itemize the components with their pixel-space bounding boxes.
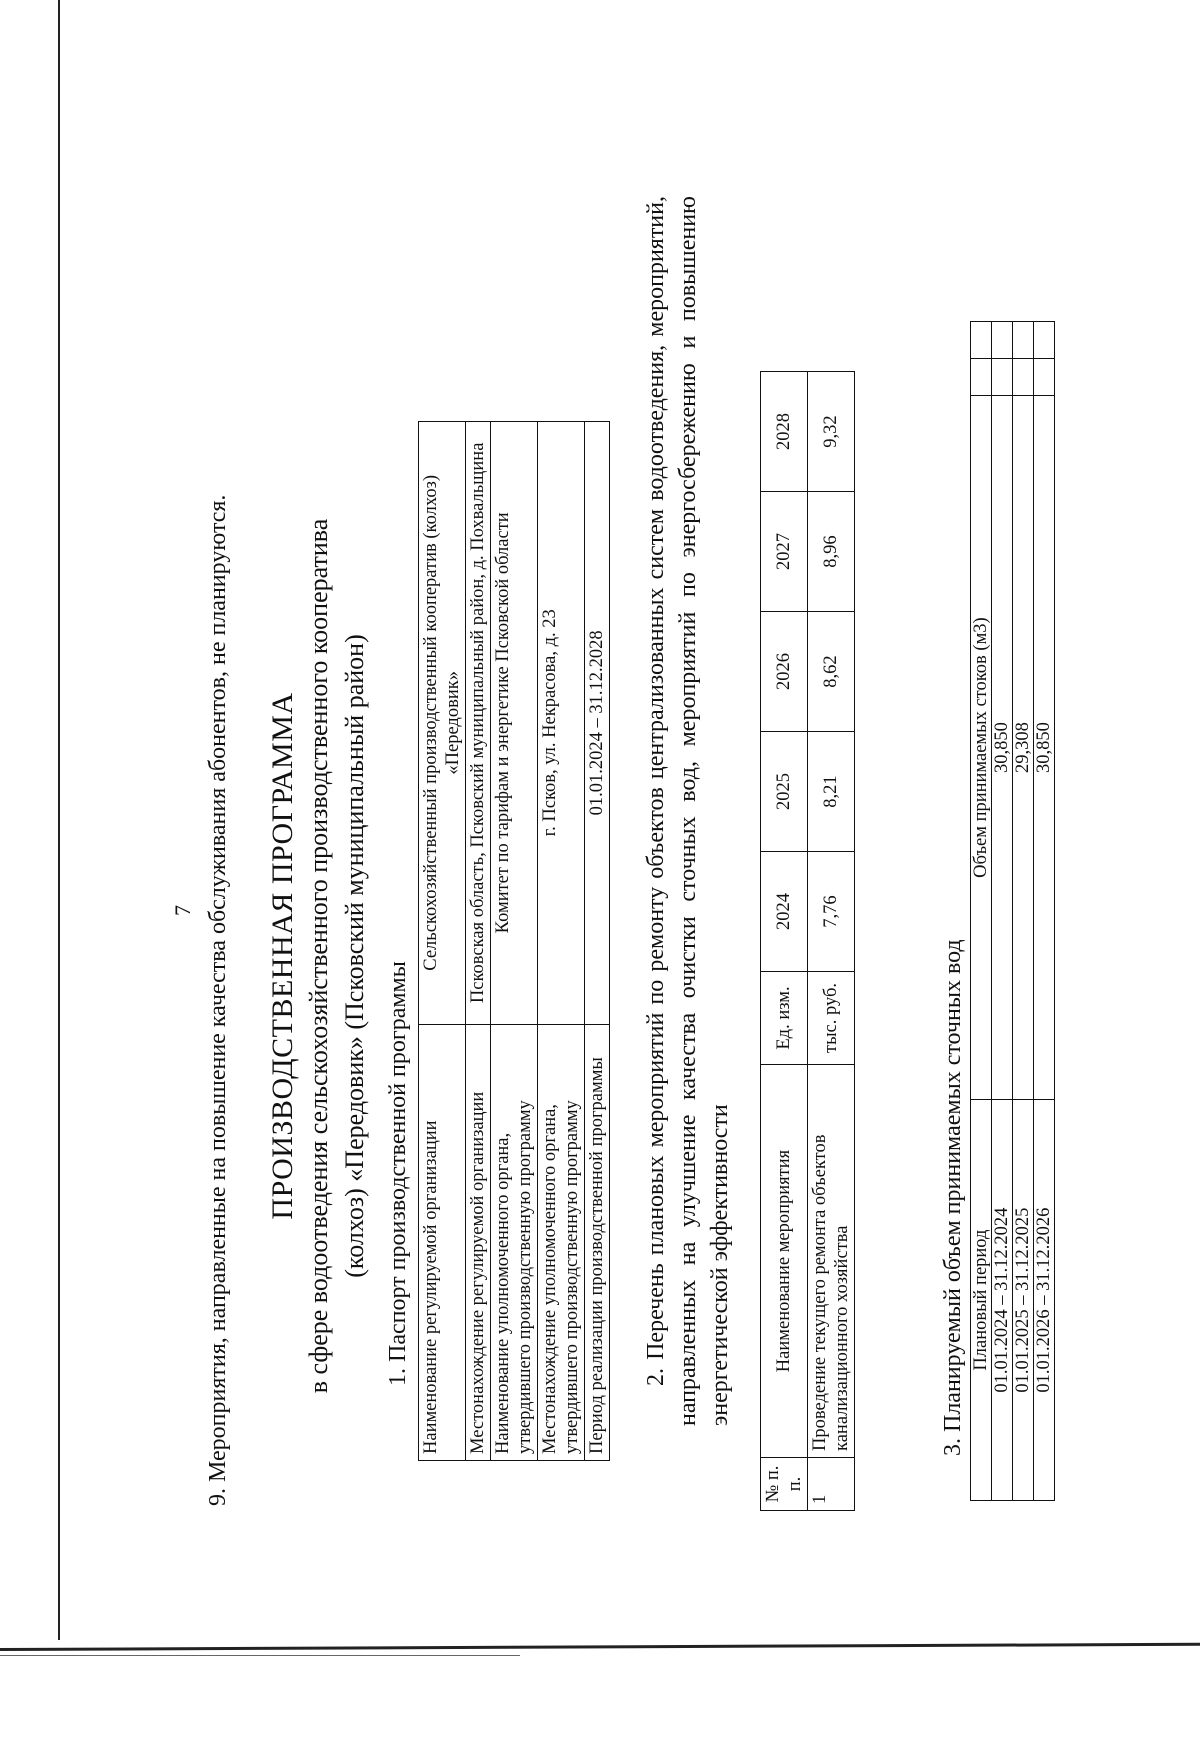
- cell: 29,308: [1013, 396, 1034, 1100]
- measures-table: [760, 371, 855, 1511]
- cell: 7,76: [808, 852, 855, 972]
- passport-value: г. Псков, ул. Некрасова, д. 23: [538, 422, 585, 1025]
- table-row: [992, 322, 1013, 1501]
- table-row: [538, 422, 585, 1461]
- table-row: [491, 422, 538, 1461]
- passport-table: [418, 421, 610, 1461]
- col-header: № п. п.: [761, 1458, 808, 1511]
- section-1-heading: 1. Паспорт производственной программы: [385, 961, 411, 1386]
- passport-label: Наименование регулируемой организации: [419, 1024, 466, 1460]
- section-2-heading-text: 2. Перечень плановых мероприятий по ремонту объектов централизованных систем водоотведения, мероприятий, направленных на улучшение качества очистки сточных вод, мероприятий по энергосбережению и повышению энергетической эффективности: [643, 196, 733, 1426]
- cell: 30,850: [992, 396, 1013, 1100]
- title-line-3: (колхоз) «Передовик» (Псковский муниципальный район): [340, 634, 369, 1278]
- cell: тыс. руб.: [808, 972, 855, 1065]
- col-header: Ед. изм.: [761, 972, 808, 1065]
- page-number: 7: [170, 905, 195, 916]
- cell: Проведение текущего ремонта объектов канализационного хозяйства: [808, 1065, 855, 1458]
- cell: 01.01.2025 – 31.12.2025: [1013, 1100, 1034, 1501]
- cell: 1: [808, 1458, 855, 1511]
- col-header: Наименование мероприятия: [761, 1065, 808, 1458]
- cell: 8,96: [808, 492, 855, 612]
- table-row: [1013, 322, 1034, 1501]
- title-line-1: ПРОИЗВОДСТВЕННАЯ ПРОГРАММА: [266, 692, 299, 1220]
- document-title: [265, 456, 373, 1456]
- blank-cell: [971, 322, 992, 359]
- table-row: [808, 372, 855, 1511]
- table-row: [1034, 322, 1055, 1501]
- passport-value: Псковская область, Псковский муниципальный район, д. Похвальщина: [466, 422, 491, 1025]
- col-header: 2026: [761, 612, 808, 732]
- section-3-heading: 3. Планируемый объем принимаемых сточных вод: [940, 939, 966, 1456]
- col-header: 2027: [761, 492, 808, 612]
- blank-cell: [1013, 322, 1034, 359]
- cell: 8,62: [808, 612, 855, 732]
- blank-cell: [1034, 322, 1055, 359]
- blank-cell: [971, 359, 992, 396]
- blank-cell: [1034, 359, 1055, 396]
- blank-cell: [992, 322, 1013, 359]
- cell: 30,850: [1034, 396, 1055, 1100]
- passport-label: Период реализации производственной программы: [585, 1024, 610, 1460]
- section-2-heading: [640, 196, 736, 1426]
- blank-cell: [1013, 359, 1034, 396]
- passport-value: Сельскохозяйственный производственный кооператив (колхоз) «Передовик»: [419, 422, 466, 1025]
- col-header: 2024: [761, 852, 808, 972]
- blank-cell: [992, 359, 1013, 396]
- title-line-2: в сфере водоотведения сельскохозяйственного производственного кооператива: [304, 518, 333, 1394]
- cell: 01.01.2026 – 31.12.2026: [1034, 1100, 1055, 1501]
- col-header: 2025: [761, 732, 808, 852]
- col-header: Объем принимаемых стоков (м3): [971, 396, 992, 1100]
- passport-label: Наименование уполномоченного органа, утвердившего производственную программу: [491, 1024, 538, 1460]
- scan-edge-left: [58, 0, 60, 1640]
- table-row: [585, 422, 610, 1461]
- col-header: Плановый период: [971, 1100, 992, 1501]
- col-header: 2028: [761, 372, 808, 492]
- table-header-row: [971, 322, 992, 1501]
- passport-value: Комитет по тарифам и энергетике Псковской области: [491, 422, 538, 1025]
- table-header-row: [761, 372, 808, 1511]
- item-9-text: 9. Мероприятия, направленные на повышение качества обслуживания абонентов, не планируются.: [205, 494, 231, 1506]
- passport-value: 01.01.2024 – 31.12.2028: [585, 422, 610, 1025]
- volume-table: [970, 321, 1055, 1501]
- passport-label: Местонахождение регулируемой организации: [466, 1024, 491, 1460]
- passport-label: Местонахождение уполномоченного органа, утвердившего производственную программу: [538, 1024, 585, 1460]
- cell: 9,32: [808, 372, 855, 492]
- rotated-page: [170, 196, 1200, 1756]
- cell: 01.01.2024 – 31.12.2024: [992, 1100, 1013, 1501]
- cell: 8,21: [808, 732, 855, 852]
- table-row: [419, 422, 466, 1461]
- table-row: [466, 422, 491, 1461]
